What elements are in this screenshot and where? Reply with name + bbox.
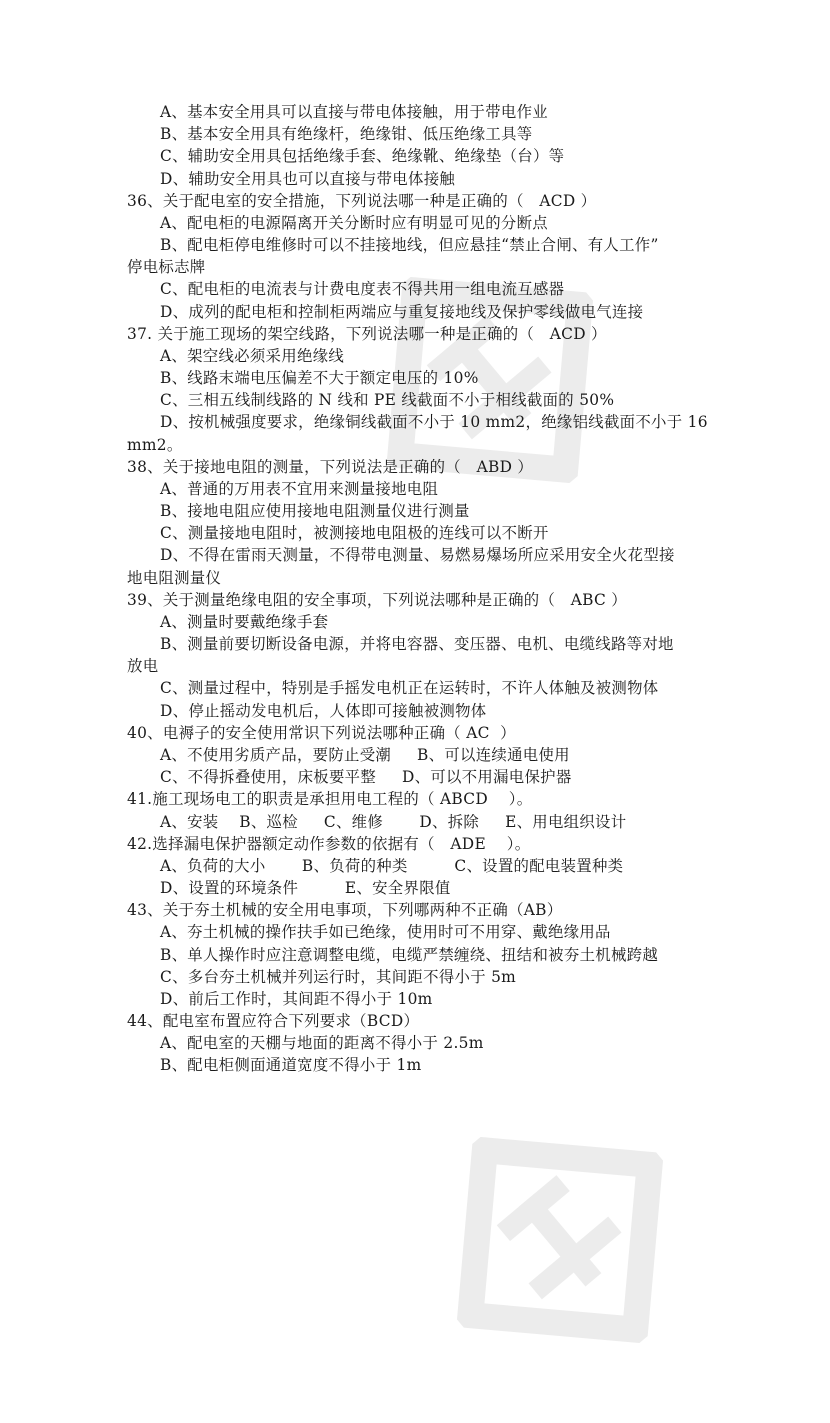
option-line: A、负荷的大小 B、负荷的种类 C、设置的配电装置种类: [160, 856, 624, 875]
question-line: 40、电褥子的安全使用常识下列说法哪种正确（ AC ）: [127, 723, 516, 742]
document-body: [127, 101, 727, 1077]
option-line: A、测量时要戴绝缘手套: [160, 612, 329, 631]
option-line: D、前后工作时，其间距不得小于 10m: [160, 989, 433, 1008]
option-line: A、配电柜的电源隔离开关分断时应有明显可见的分断点: [160, 213, 548, 232]
option-line: A、不使用劣质产品，要防止受潮 B、可以连续通电使用: [160, 745, 570, 764]
question-line: 38、关于接地电阻的测量，下列说法是正确的（ ABD ）: [127, 457, 534, 476]
option-line: A、夯土机械的操作扶手如已绝缘，使用时可不用穿、戴绝缘用品: [160, 923, 611, 942]
option-line: A、安装 B、巡检 C、维修 D、拆除 E、用电组织设计: [160, 812, 627, 831]
option-line: C、辅助安全用具包括绝缘手套、绝缘靴、绝缘垫（台）等: [160, 147, 565, 166]
question-line: 42.选择漏电保护器额定动作参数的依据有（ ADE ）。: [127, 834, 531, 853]
question-line: 43、关于夯土机械的安全用电事项，下列哪两种不正确（AB）: [127, 901, 563, 920]
option-line: D、停止摇动发电机后，人体即可接触被测物体: [160, 701, 487, 720]
option-line: B、线路末端电压偏差不大于额定电压的 10%: [160, 369, 479, 388]
option-line: B、基本安全用具有绝缘杆，绝缘钳、低压绝缘工具等: [160, 125, 533, 144]
option-line: B、测量前要切断设备电源，并将电容器、变压器、电机、电缆线路等对地: [160, 635, 674, 654]
option-line: D、按机械强度要求，绝缘铜线截面不小于 10 mm2，绝缘铝线截面不小于 16: [160, 413, 708, 432]
option-line: D、不得在雷雨天测量，不得带电测量、易燃易爆场所应采用安全火花型接: [160, 546, 675, 565]
question-line: 41.施工现场电工的职责是承担用电工程的（ ABCD ）。: [127, 790, 533, 809]
option-line: A、架空线必须采用绝缘线: [160, 346, 345, 365]
continuation-line: 放电: [127, 657, 159, 676]
option-line: B、接地电阻应使用接地电阻测量仪进行测量: [160, 502, 470, 521]
question-line: 39、关于测量绝缘电阻的安全事项，下列说法哪种是正确的（ ABC ）: [127, 590, 627, 609]
option-line: B、单人操作时应注意调整电缆，电缆严禁缠绕、扭结和被夯土机械跨越: [160, 945, 659, 964]
option-line: A、基本安全用具可以直接与带电体接触，用于带电作业: [160, 103, 548, 121]
option-line: C、多台夯土机械并列运行时，其间距不得小于 5m: [160, 967, 517, 986]
continuation-line: mm2。: [127, 435, 183, 454]
question-line: 36、关于配电室的安全措施，下列说法哪一种是正确的（ ACD ）: [127, 191, 597, 210]
question-line: 37. 关于施工现场的架空线路，下列说法哪一种是正确的（ ACD ）: [127, 324, 607, 343]
question-line: 44、配电室布置应符合下列要求（BCD）: [127, 1012, 420, 1031]
option-line: D、设置的环境条件 E、安全界限值: [160, 879, 451, 898]
watermark-logo-icon: [377, 1057, 743, 1423]
option-line: C、三相五线制线路的 N 线和 PE 线截面不小于相线截面的 50%: [160, 391, 615, 410]
option-line: B、配电柜侧面通道宽度不得小于 1m: [160, 1056, 422, 1075]
option-line: D、辅助安全用具也可以直接与带电体接触: [160, 169, 456, 188]
option-line: A、配电室的天棚与地面的距离不得小于 2.5m: [160, 1034, 484, 1053]
option-line: C、测量过程中，特别是手摇发电机正在运转时，不许人体触及被测物体: [160, 679, 659, 698]
option-line: C、测量接地电阻时，被测接地电阻极的连线可以不断开: [160, 524, 549, 543]
option-line: B、配电柜停电维修时可以不挂接地线，但应悬挂“禁止合闸、有人工作”: [160, 236, 659, 255]
continuation-line: 地电阻测量仪: [127, 568, 222, 587]
option-line: A、普通的万用表不宜用来测量接地电阻: [160, 479, 439, 498]
continuation-line: 停电标志牌: [127, 258, 206, 277]
option-line: C、不得拆叠使用，床板要平整 D、可以不用漏电保护器: [160, 768, 572, 787]
option-line: D、成列的配电柜和控制柜两端应与重复接地线及保护零线做电气连接: [160, 302, 644, 321]
option-line: C、配电柜的电流表与计费电度表不得共用一组电流互感器: [160, 280, 565, 299]
